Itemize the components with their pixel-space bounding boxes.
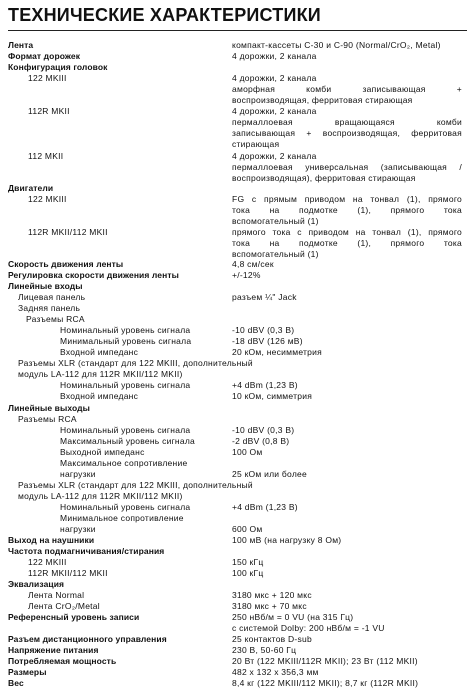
spec-label: 112R MKII/112 MKII	[28, 227, 108, 237]
spec-label: нагрузки	[60, 524, 96, 534]
spec-label: Номинальный уровень сигнала	[60, 325, 191, 335]
spec-label: Разъемы XLR (стандарт для 122 MKIII, дополнительный	[18, 480, 253, 490]
spec-value: тока на подмотке (1), прямого тока	[232, 205, 462, 215]
spec-value: воспроизводящая, ферритовая стирающая	[232, 95, 413, 105]
spec-label: Максимальное сопротивление	[60, 458, 188, 468]
spec-value: вспомогательный (1)	[232, 216, 319, 226]
spec-section-label: Скорость движения ленты	[8, 259, 124, 269]
spec-label: Номинальный уровень сигнала	[60, 502, 191, 512]
spec-label: Лента CrO₂/Metal	[28, 601, 100, 611]
spec-value: 20 кОм, несимметрия	[232, 347, 322, 357]
spec-value: -10 dBV (0,3 В)	[232, 425, 295, 435]
spec-value: 100 мВ (на нагрузку 8 Ом)	[232, 535, 342, 545]
spec-value: 3180 мкс + 120 мкс	[232, 590, 312, 600]
spec-value: аморфная комби записывающая +	[232, 84, 462, 94]
page-title: ТЕХНИЧЕСКИЕ ХАРАКТЕРИСТИКИ	[8, 5, 321, 25]
spec-section-label: Потребляемая мощность	[8, 656, 117, 666]
spec-label: Разъемы XLR (стандарт для 122 MKIII, дополнительный	[18, 358, 253, 368]
spec-label: модуль LA-112 для 112R MKII/112 MKII)	[18, 491, 183, 501]
spec-value: 4 дорожки, 2 канала	[232, 51, 317, 61]
spec-value: 10 кОм, симметрия	[232, 391, 313, 401]
spec-section-label: Выход на наушники	[8, 535, 95, 545]
spec-section-label: Двигатели	[8, 183, 54, 193]
spec-value: +4 dBm (1,23 В)	[232, 380, 298, 390]
spec-value: -2 dBV (0,8 В)	[232, 436, 290, 446]
spec-value: -10 dBV (0,3 В)	[232, 325, 295, 335]
spec-value: тока на подмотке (1), прямого тока	[232, 238, 462, 248]
spec-section-label: Лента	[8, 40, 34, 50]
spec-label: Лицевая панель	[18, 292, 86, 302]
spec-section-label: Регулировка скорости движения ленты	[8, 270, 179, 280]
spec-label: Номинальный уровень сигнала	[60, 425, 191, 435]
spec-label: Задняя панель	[18, 303, 81, 313]
spec-label: Минимальный уровень сигнала	[60, 336, 192, 346]
spec-label: модуль LA-112 для 112R MKII/112 MKII)	[18, 369, 183, 379]
spec-value: 4 дорожки, 2 канала	[232, 106, 317, 116]
spec-section-label: Формат дорожек	[8, 51, 81, 61]
spec-label: Номинальный уровень сигнала	[60, 380, 191, 390]
spec-value: 230 В, 50-60 Гц	[232, 645, 297, 655]
spec-label: Разъемы RCA	[18, 414, 77, 424]
spec-value: +/-12%	[232, 270, 261, 280]
spec-section-label: Размеры	[8, 667, 47, 677]
spec-value: стирающая	[232, 139, 280, 149]
spec-value: FG с прямым приводом на тонвал (1), прямого	[232, 194, 462, 204]
spec-value: 8,4 кг (122 MKIII/112 MKII); 8,7 кг (112R MKII)	[232, 678, 419, 688]
spec-section-label: Эквализация	[8, 579, 65, 589]
spec-section-label: Вес	[8, 678, 24, 688]
spec-value: 600 Ом	[232, 524, 263, 534]
spec-label: Выходной импеданс	[60, 447, 145, 457]
spec-value: 150 кГц	[232, 557, 264, 567]
spec-section-label: Линейные входы	[8, 281, 83, 291]
spec-label: 122 MKIII	[28, 194, 67, 204]
spec-label: Входной импеданс	[60, 391, 139, 401]
spec-value: пермаллоевая универсальная (записывающая /	[232, 162, 462, 172]
spec-label: 112 MKII	[28, 151, 64, 161]
spec-label: 112R MKII/112 MKII	[28, 568, 108, 578]
spec-value: воспроизводящая), ферритовая стирающая	[232, 173, 416, 183]
spec-section-label: Частота подмагничивания/стирания	[8, 546, 165, 556]
spec-value: записывающая + воспроизводящая, ферритовая	[232, 128, 462, 138]
spec-label: Разъемы RCA	[26, 314, 85, 324]
spec-value: 20 Вт (122 MKIII/112R MKII); 23 Вт (112 MKII)	[232, 656, 418, 666]
spec-value: компакт-кассеты С-30 и С-90 (Normal/CrO₂, Metal)	[232, 40, 441, 50]
spec-label: Минимальное сопротивление	[60, 513, 184, 523]
spec-value: 250 нВб/м = 0 VU (на 315 Гц)	[232, 612, 354, 622]
spec-section-label: Напряжение питания	[8, 645, 99, 655]
spec-label: 122 MKIII	[28, 73, 67, 83]
spec-value: вспомогательный (1)	[232, 249, 319, 259]
spec-value: 4 дорожки, 2 канала	[232, 73, 317, 83]
spec-value: -18 dBV (126 мВ)	[232, 336, 303, 346]
spec-value: 482 x 132 x 356,3 мм	[232, 667, 319, 677]
spec-label: 112R MKII	[28, 106, 70, 116]
spec-value: 100 Ом	[232, 447, 263, 457]
spec-value: 4 дорожки, 2 канала	[232, 151, 317, 161]
spec-value: +4 dBm (1,23 В)	[232, 502, 298, 512]
spec-value: разъем ¼" Jack	[232, 292, 297, 302]
spec-label: 122 MKIII	[28, 557, 67, 567]
spec-section-label: Линейные выходы	[8, 403, 90, 413]
spec-label: Входной импеданс	[60, 347, 139, 357]
spec-value: 4,8 см/сек	[232, 259, 274, 269]
spec-label: нагрузки	[60, 469, 96, 479]
spec-value: 100 кГц	[232, 568, 264, 578]
spec-value: 25 кОм или более	[232, 469, 307, 479]
spec-section-label: Референсный уровень записи	[8, 612, 140, 622]
spec-value: 3180 мкс + 70 мкс	[232, 601, 307, 611]
spec-value: с системой Dolby: 200 нВб/м = -1 VU	[232, 623, 385, 633]
spec-label: Лента Normal	[28, 590, 85, 600]
spec-section-label: Разъем дистанционного управления	[8, 634, 167, 644]
spec-section-label: Конфигурация головок	[8, 62, 108, 72]
spec-value: 25 контактов D-sub	[232, 634, 312, 644]
spec-value: пермаллоевая вращающаяся комби	[232, 117, 462, 127]
spec-value: прямого тока с приводом на тонвал (1), прямого	[232, 227, 462, 237]
spec-label: Максимальный уровень сигнала	[60, 436, 196, 446]
